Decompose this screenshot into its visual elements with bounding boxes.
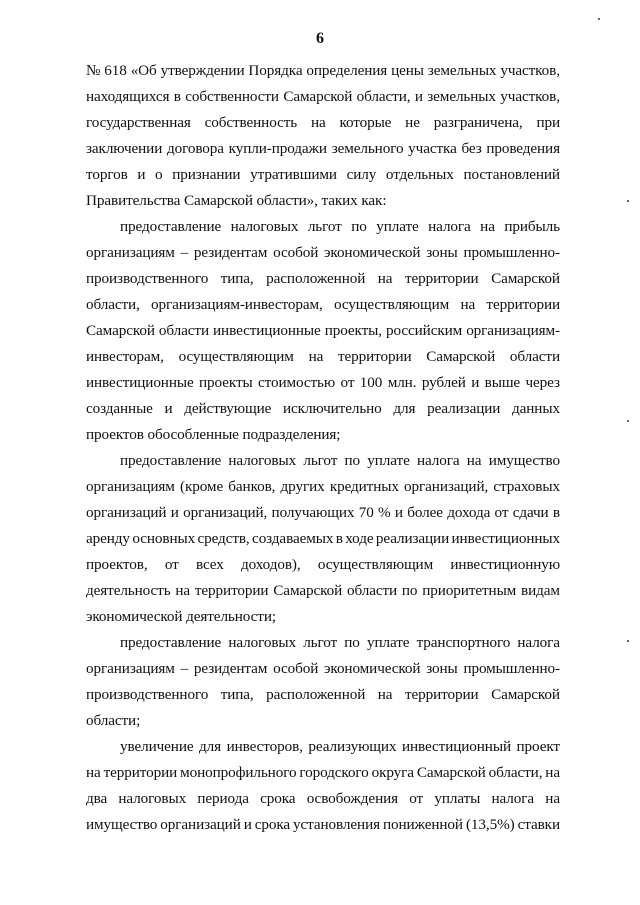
text-line: организаций и организаций, получающих 70 % и более дохода от сдачи в xyxy=(86,504,560,521)
text-line: организациям – резидентам особой экономической зоны промышленно- xyxy=(86,244,560,261)
text-line: торгов и о признании утратившими силу отдельных постановлений xyxy=(86,166,560,183)
text-line: имущество организаций и срока установления пониженной (13,5%) ставки xyxy=(86,816,560,833)
scan-dot xyxy=(598,18,600,20)
text-line: предоставление налоговых льгот по уплате транспортного налога xyxy=(120,634,560,651)
text-line: производственного типа, расположенной на территории Самарской xyxy=(86,270,560,287)
text-line: проектов, от всех доходов), осуществляющим инвестиционную xyxy=(86,556,560,573)
text-line: на территории монопрофильного городского округа Самарской области, на xyxy=(86,764,560,781)
text-line: организациям – резидентам особой экономической зоны промышленно- xyxy=(86,660,560,677)
text-line: № 618 «Об утверждении Порядка определения цены земельных участков, xyxy=(86,62,560,79)
text-line: экономической деятельности; xyxy=(86,608,276,625)
text-line: два налоговых периода срока освобождения от уплаты налога на xyxy=(86,790,560,807)
text-line: области; xyxy=(86,712,141,729)
text-line: созданные и действующие исключительно для реализации данных xyxy=(86,400,560,417)
text-line: заключении договора купли-продажи земельного участка без проведения xyxy=(86,140,560,157)
text-line: инвесторам, осуществляющим на территории Самарской области xyxy=(86,348,560,365)
text-line: увеличение для инвесторов, реализующих инвестиционный проект xyxy=(120,738,560,755)
scan-dot xyxy=(627,420,629,422)
text-line: области, организациям-инвесторам, осуществляющим на территории xyxy=(86,296,560,313)
scan-dot xyxy=(627,640,629,642)
text-line: инвестиционные проекты стоимостью от 100 млн. рублей и выше через xyxy=(86,374,560,391)
text-line: предоставление налоговых льгот по уплате налога на имущество xyxy=(120,452,560,469)
text-line: организациям (кроме банков, других кредитных организаций, страховых xyxy=(86,478,560,495)
text-line: государственная собственность на которые не разграничена, при xyxy=(86,114,560,131)
text-line: Правительства Самарской области», таких как: xyxy=(86,192,387,209)
text-line: Самарской области инвестиционные проекты, российским организациям- xyxy=(86,322,560,339)
text-line: проектов обособленные подразделения; xyxy=(86,426,341,443)
text-line: аренду основных средств, создаваемых в ходе реализации инвестиционных xyxy=(86,530,560,547)
text-line: производственного типа, расположенной на территории Самарской xyxy=(86,686,560,703)
text-line: предоставление налоговых льгот по уплате налога на прибыль xyxy=(120,218,560,235)
scan-dot xyxy=(627,200,629,202)
text-line: находящихся в собственности Самарской области, и земельных участков, xyxy=(86,88,560,105)
page-number: 6 xyxy=(316,30,324,47)
text-line: деятельность на территории Самарской области по приоритетным видам xyxy=(86,582,560,599)
